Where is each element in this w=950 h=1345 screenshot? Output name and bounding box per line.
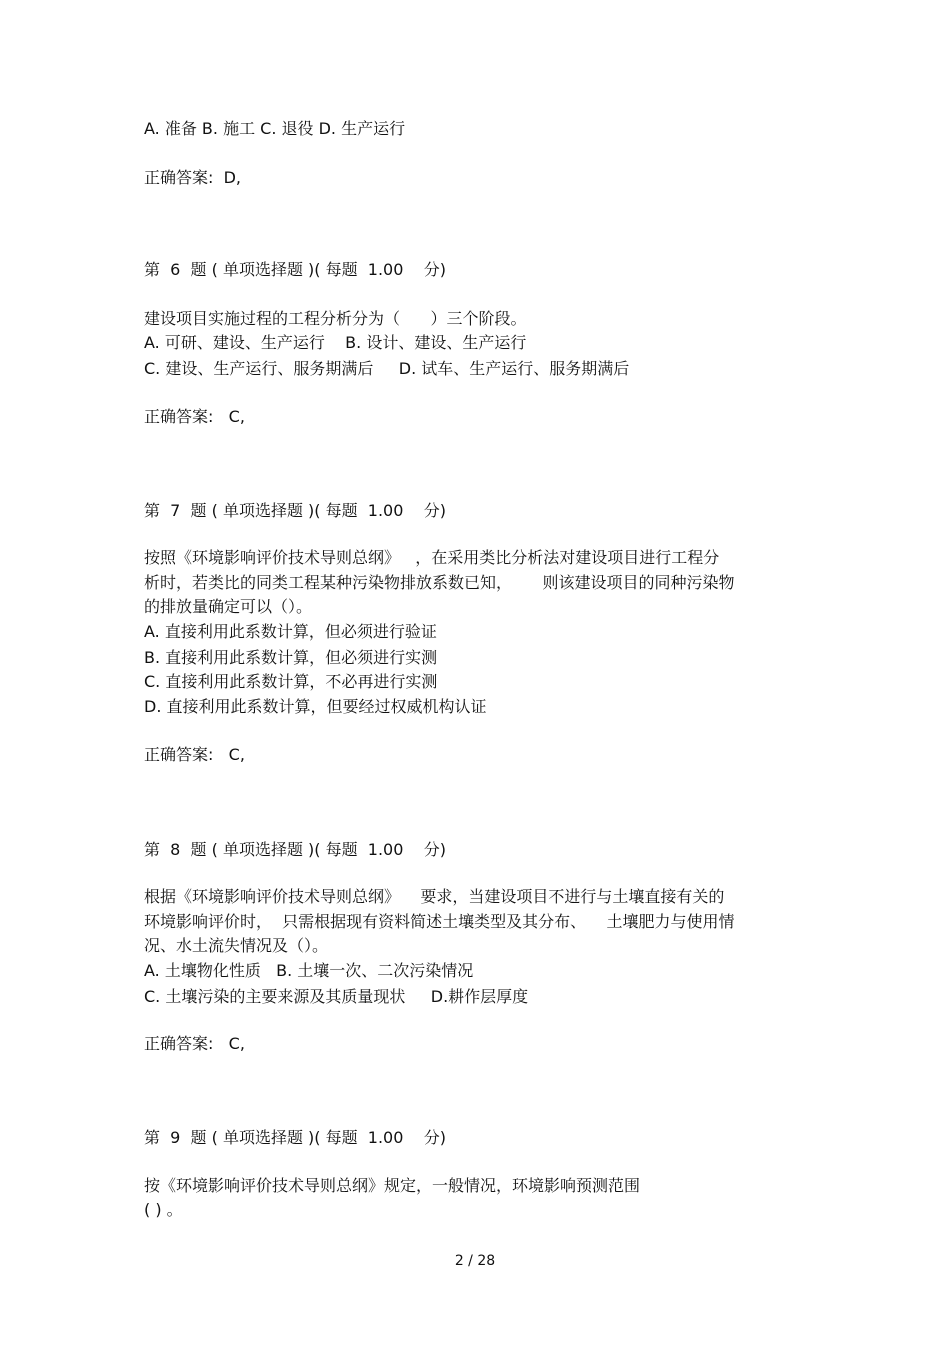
question-7-stem: 析时，若类比的同类工程某种污染物排放系数已知， 则该建设项目的同种污染物 — [144, 573, 735, 592]
question-6-option-line: A. 可研、建设、生产运行 B. 设计、建设、生产运行 — [144, 333, 527, 352]
question-7-option-line: D. 直接利用此系数计算，但要经过权威机构认证 — [144, 697, 487, 716]
question-6-header: 第 6 题 ( 单项选择题 )( 每题 1.00 分) — [144, 260, 446, 279]
question-6-answer: 正确答案: C, — [144, 407, 245, 426]
question-7-stem: 的排放量确定可以（）。 — [144, 597, 313, 616]
prev-question-answer: 正确答案: D, — [144, 168, 241, 187]
question-7-answer: 正确答案: C, — [144, 745, 245, 764]
question-7-option-line: C. 直接利用此系数计算，不必再进行实测 — [144, 672, 438, 691]
question-8-stem: 环境影响评价时， 只需根据现有资料简述土壤类型及其分布、 土壤肥力与使用情 — [144, 912, 735, 931]
question-8-stem: 根据《环境影响评价技术导则总纲》 要求，当建设项目不进行与土壤直接有关的 — [144, 887, 725, 906]
question-7-option-line: A. 直接利用此系数计算，但必须进行验证 — [144, 622, 437, 641]
question-6-option-line: C. 建设、生产运行、服务期满后 D. 试车、生产运行、服务期满后 — [144, 359, 630, 378]
question-9-header: 第 9 题 ( 单项选择题 )( 每题 1.00 分) — [144, 1128, 446, 1147]
question-9-stem: ( ) 。 — [144, 1200, 183, 1219]
question-7-header: 第 7 题 ( 单项选择题 )( 每题 1.00 分) — [144, 501, 446, 520]
question-8-stem: 况、水土流失情况及（）。 — [144, 936, 329, 955]
question-8-header: 第 8 题 ( 单项选择题 )( 每题 1.00 分) — [144, 840, 446, 859]
question-7-stem: 按照《环境影响评价技术导则总纲》 ，在采用类比分析法对建设项目进行工程分 — [144, 548, 720, 567]
question-6-stem: 建设项目实施过程的工程分析分为（ ）三个阶段。 — [144, 309, 527, 328]
question-8-answer: 正确答案: C, — [144, 1034, 245, 1053]
prev-question-options: A. 准备 B. 施工 C. 退役 D. 生产运行 — [144, 119, 406, 138]
page-number: 2 / 28 — [454, 1253, 496, 1269]
question-8-option-line: C. 土壤污染的主要来源及其质量现状 D.耕作层厚度 — [144, 987, 529, 1006]
question-9-stem: 按《环境影响评价技术导则总纲》规定，一般情况，环境影响预测范围 — [144, 1176, 641, 1195]
question-7-option-line: B. 直接利用此系数计算，但必须进行实测 — [144, 648, 438, 667]
question-8-option-line: A. 土壤物化性质 B. 土壤一次、二次污染情况 — [144, 961, 474, 980]
